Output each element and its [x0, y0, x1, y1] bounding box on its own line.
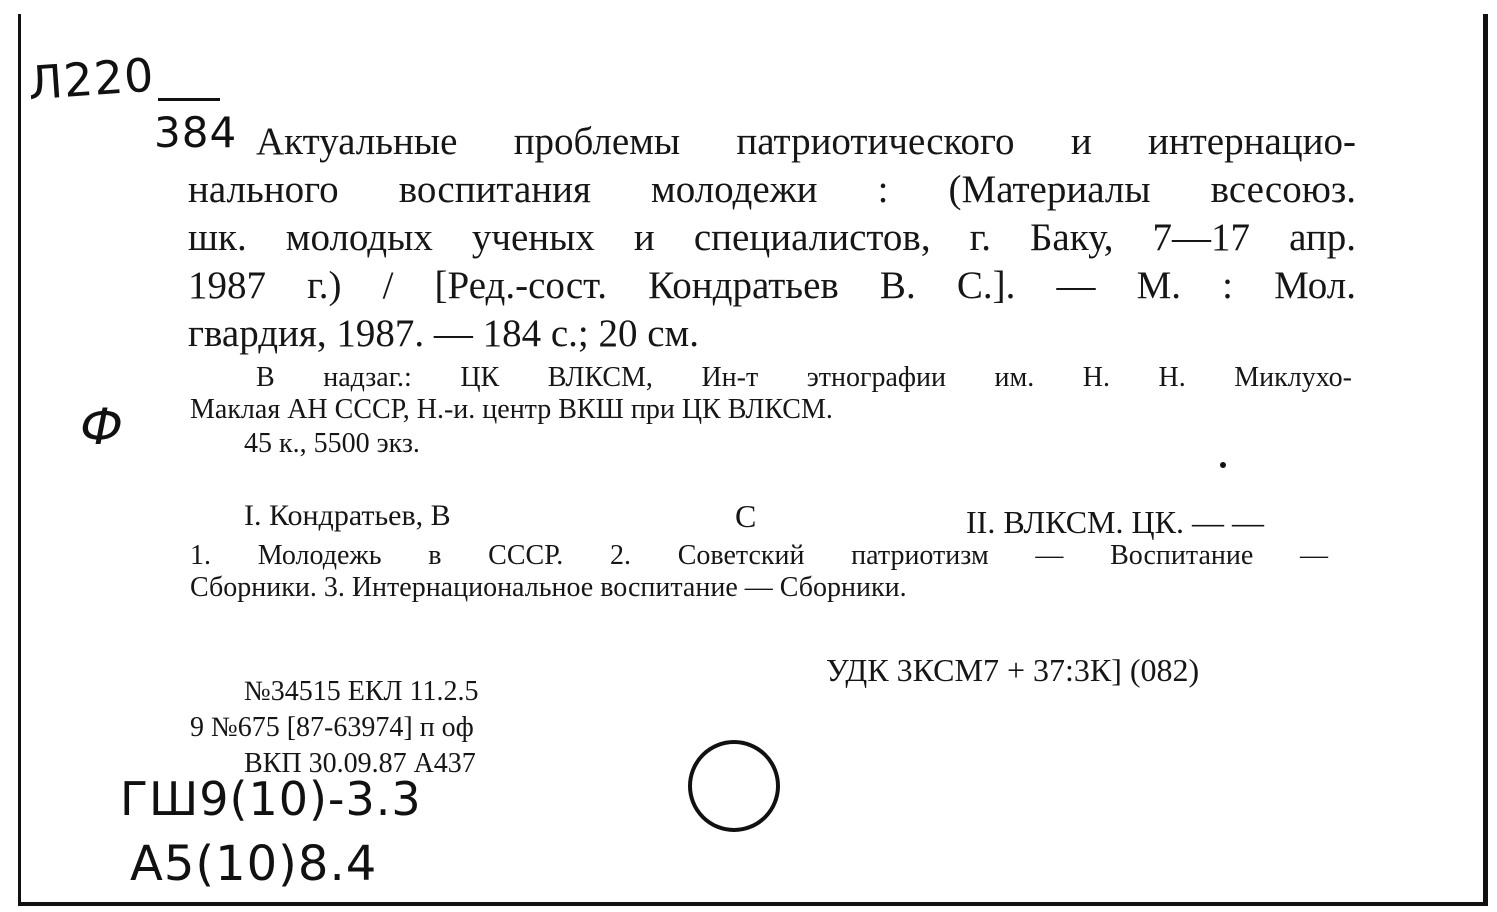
main-entry-line: нального воспитания молодежи : (Материалы всесоюз.	[188, 168, 1356, 211]
registry-line: 9 №675 [87-63974] п оф	[190, 712, 474, 743]
tracing-line: Сборники. 3. Интернациональное воспитание — Сборники.	[190, 572, 907, 603]
call-number-top: Л220	[26, 47, 157, 111]
main-entry-line: гвардия, 1987. — 184 с.; 20 см.	[188, 312, 699, 355]
registry-line: ВКП 30.09.87 А437	[244, 748, 476, 779]
main-entry	[188, 118, 1356, 358]
handwritten-letter: Ф	[80, 398, 125, 456]
registry-line: №34515 ЕКЛ 11.2.5	[244, 676, 479, 707]
call-number-fraction-bar	[158, 98, 220, 101]
tracing-line: 1. Молодежь в СССР. 2. Советский патриотизм — Воспитание —	[190, 540, 1328, 571]
tracing-first-mid: С	[735, 498, 757, 534]
main-entry-line: 1987 г.) / [Ред.-сост. Кондратьев В. С.]. — М. : Мол.	[188, 264, 1356, 307]
main-entry-line: Актуальные проблемы патриотического и интернацио-	[256, 120, 1356, 163]
note-line: В надзаг.: ЦК ВЛКСМ, Ин-т этнографии им. Н. Н. Миклухо-	[256, 362, 1352, 393]
tracing-first-left: I. Кондратьев, В	[244, 499, 451, 532]
handwritten-shelf-2: А5(10)8.4	[130, 836, 378, 892]
udk-classification: УДК 3КСМ7 + 37:3К] (082)	[826, 652, 1200, 688]
handwritten-shelf-1: ГШ9(10)-3.3	[120, 772, 422, 826]
tracing-first-right: II. ВЛКСМ. ЦК. — —	[966, 504, 1264, 540]
tracings-block	[190, 540, 1328, 604]
main-entry-line: шк. молодых ученых и специалистов, г. Баку, 7—17 апр.	[188, 216, 1356, 259]
call-number-bottom: 384	[154, 108, 238, 157]
circle-mark	[688, 740, 780, 832]
price-run: 45 к., 5500 экз.	[244, 428, 420, 459]
note-block	[190, 362, 1352, 426]
note-line: Маклая АН СССР, Н.-и. центр ВКШ при ЦК ВЛКСМ.	[190, 394, 833, 425]
stray-dot	[1220, 462, 1226, 468]
